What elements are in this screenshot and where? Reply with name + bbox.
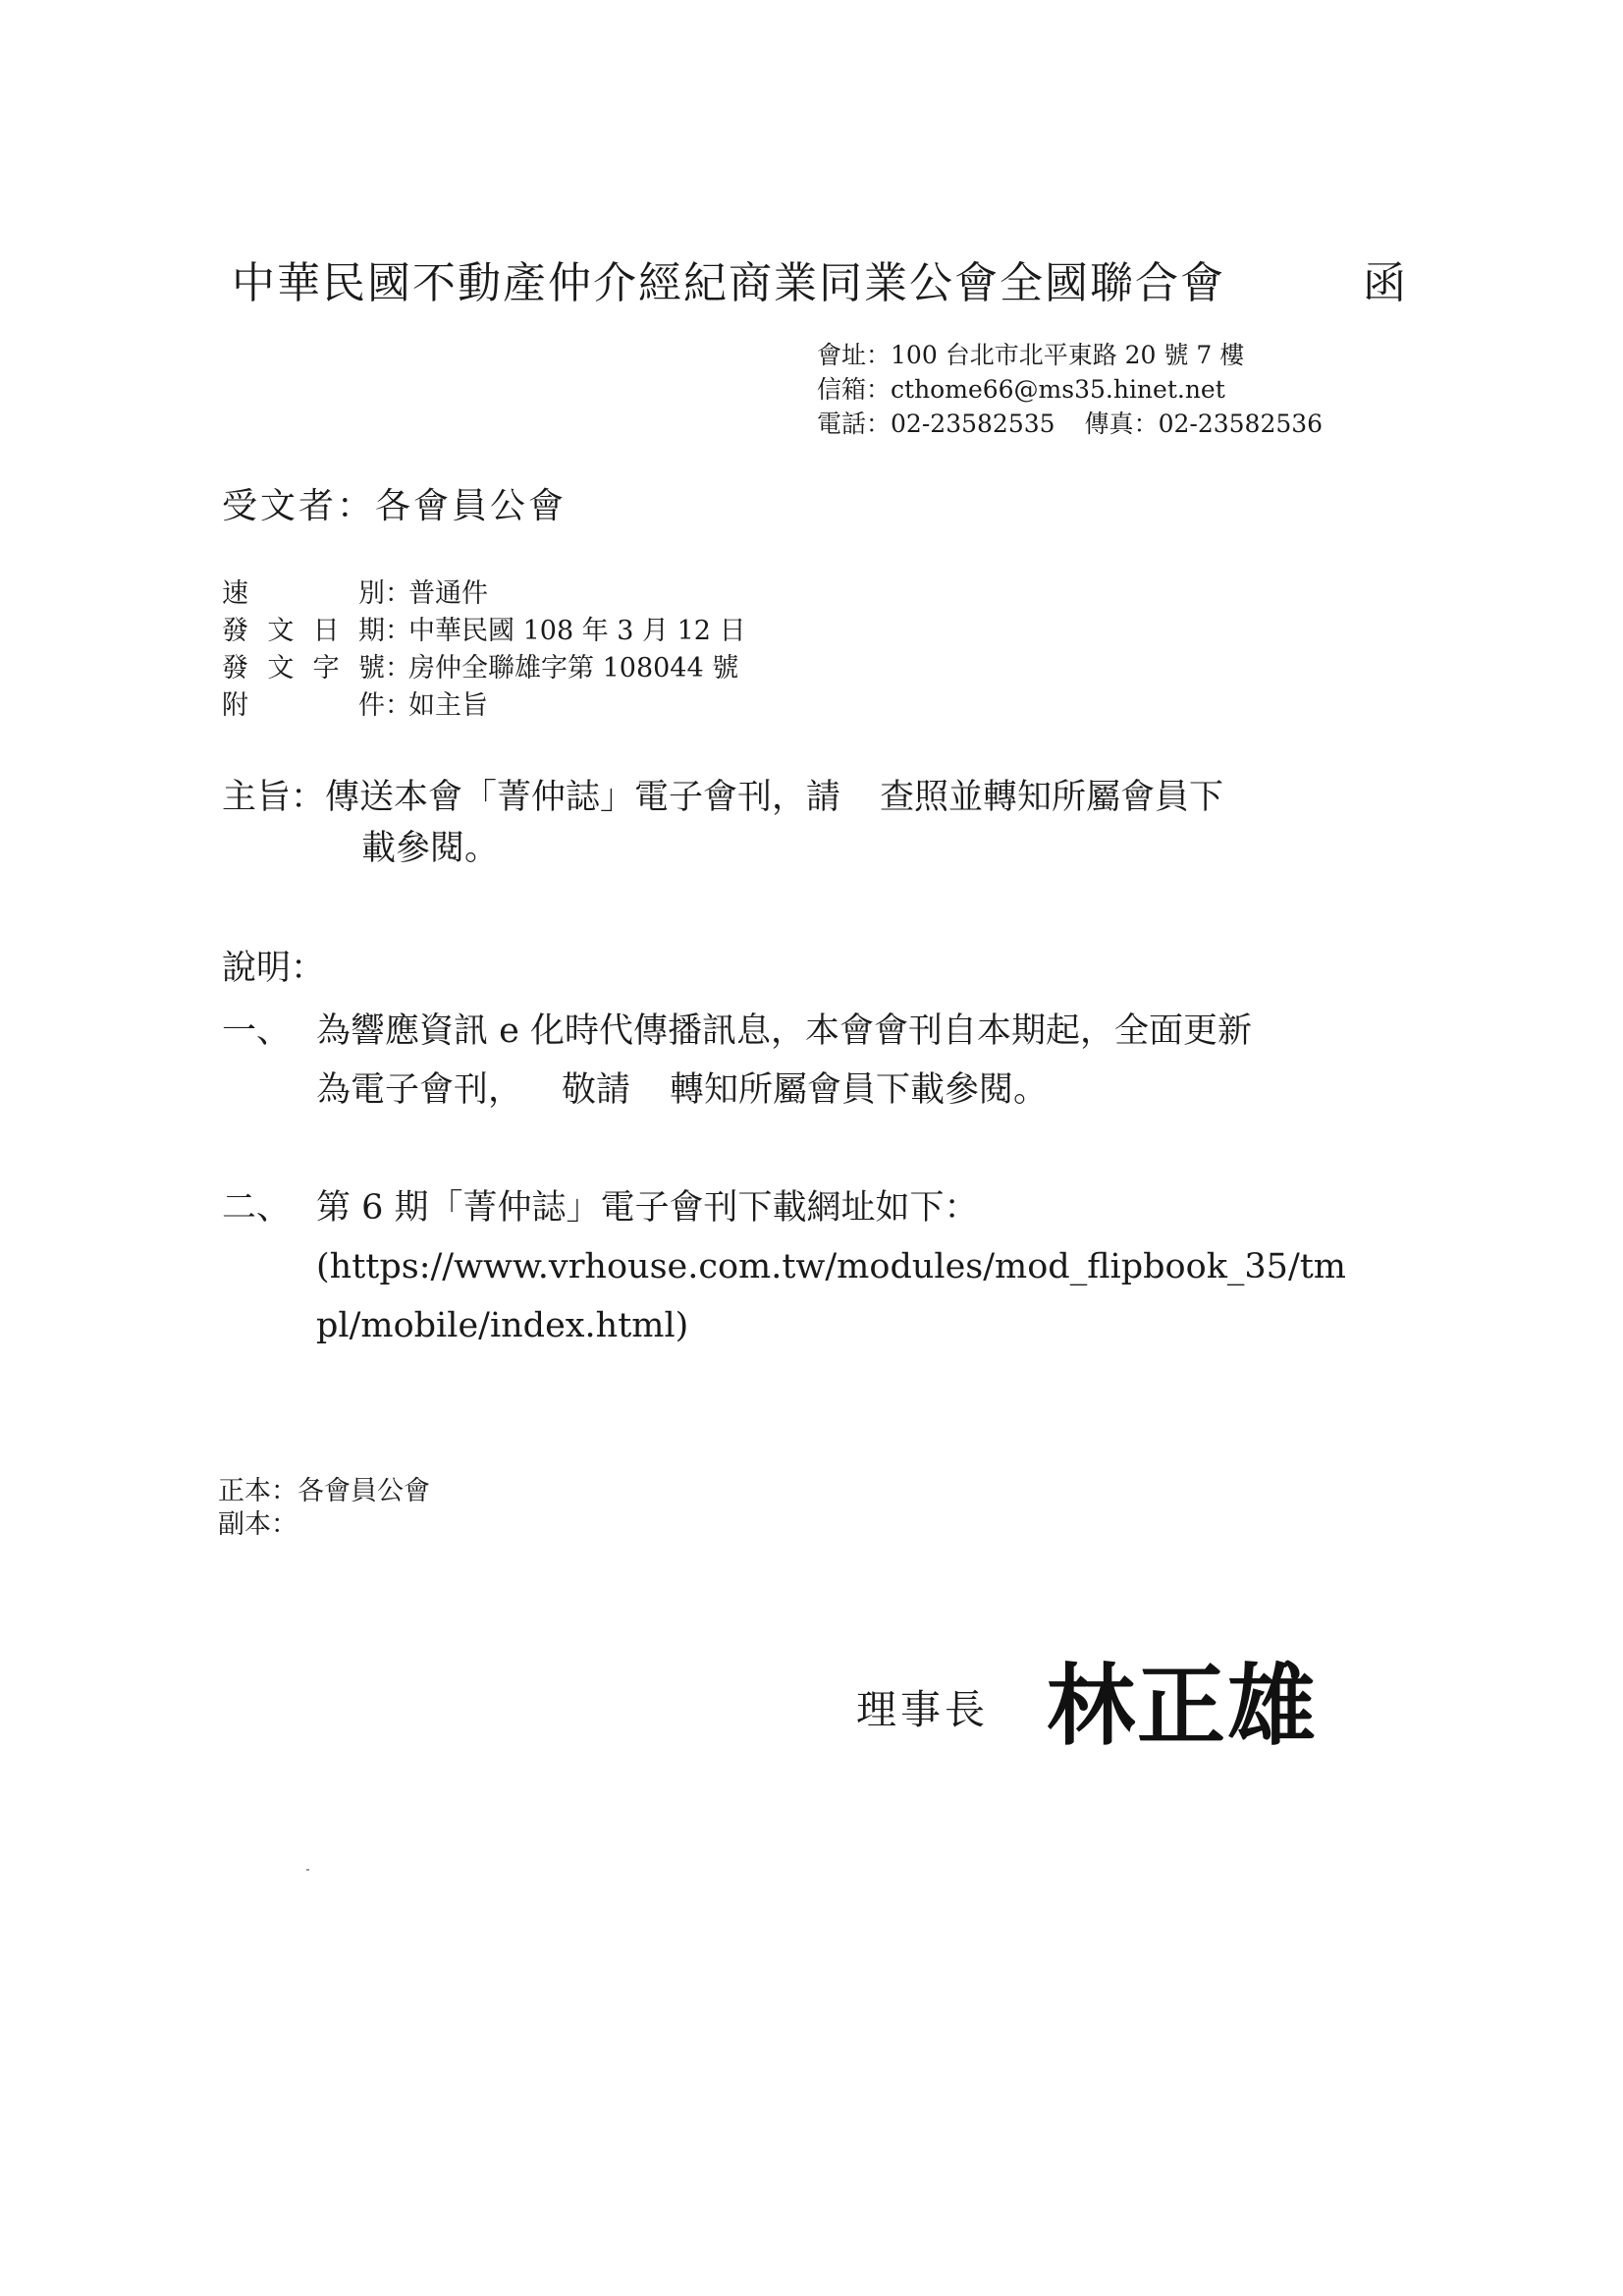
copy-label: 副本： xyxy=(218,1509,298,1540)
meta-row-number: 發文字號：房仲全聯雄字第 108044 號 xyxy=(222,650,746,687)
organization-title: 中華民國不動產仲介經紀商業同業公會全國聯合會 xyxy=(232,258,1225,308)
item-text-a: 為電子會刊， xyxy=(316,1070,523,1110)
document-meta xyxy=(222,575,746,725)
recipient-value: 各會員公會 xyxy=(375,486,568,526)
address-value: 100 台北市北平東路 20 號 7 樓 xyxy=(891,341,1245,369)
recipient-label: 受文者 xyxy=(222,486,338,526)
email-value: cthome66@ms35.hinet.net xyxy=(891,375,1225,404)
item-1-line-2 xyxy=(222,1061,1252,1120)
phone-value: 02-23582535 xyxy=(891,410,1055,438)
address-label: 會址 xyxy=(817,341,867,369)
original-label: 正本： xyxy=(218,1476,298,1506)
subject-text-b: 查照並轉知所屬會員下 xyxy=(880,778,1224,817)
item-1-line-1 xyxy=(222,1002,1252,1061)
explanation-heading: 說明： xyxy=(222,949,326,988)
phone-label: 電話 xyxy=(817,410,867,438)
subject-label: 主旨 xyxy=(222,778,292,817)
meta-value: 中華民國 108 年 3 月 12 日 xyxy=(408,616,746,646)
document-type: 函 xyxy=(1363,258,1406,308)
subject-block xyxy=(222,772,1223,874)
item-text: 第 6 期「菁仲誌」電子會刊下載網址如下： xyxy=(316,1188,979,1228)
email-row: 信箱：cthome66@ms35.hinet.net xyxy=(817,375,1225,404)
subject-line-1: 主旨：傳送本會「菁仲誌」電子會刊，請 查照並轉知所屬會員下 xyxy=(222,778,1224,817)
explanation-item-1 xyxy=(222,1002,1252,1120)
meta-label: 速別 xyxy=(222,578,385,609)
distribution-block xyxy=(218,1475,430,1542)
signer-title: 理事長 xyxy=(856,1686,989,1733)
item-number: 二、 xyxy=(222,1188,292,1228)
meta-row-attachment: 附件：如主旨 xyxy=(222,687,746,725)
item-text-b: 敬請 xyxy=(562,1070,631,1110)
meta-label: 附件 xyxy=(222,690,385,721)
fax-value: 02-23582536 xyxy=(1158,410,1324,438)
scan-speck xyxy=(306,1869,309,1871)
meta-value: 普通件 xyxy=(408,578,488,609)
item-text: 為響應資訊 e 化時代傳播訊息，本會會刊自本期起，全面更新 xyxy=(316,1011,1252,1051)
phone-row: 電話：02-23582535 傳真：02-23582536 xyxy=(817,410,1324,438)
explanation-item-2 xyxy=(222,1178,1346,1355)
meta-value: 房仲全聯雄字第 108044 號 xyxy=(408,653,739,683)
fax-label: 傳真 xyxy=(1084,410,1134,438)
item-text-c: 轉知所屬會員下載參閱。 xyxy=(670,1070,1049,1110)
original-copy-row xyxy=(218,1475,430,1508)
original-value: 各會員公會 xyxy=(298,1476,430,1506)
meta-label: 發文字號 xyxy=(222,653,385,683)
subject-text-a: 傳送本會「菁仲誌」電子會刊，請 xyxy=(325,778,841,817)
recipient-line: 受文者：各會員公會 xyxy=(222,486,568,526)
signature-name: 林正雄 xyxy=(1047,1655,1318,1758)
subject-line-2: 載參閱。 xyxy=(361,829,500,868)
contact-block xyxy=(817,338,1323,441)
email-label: 信箱 xyxy=(817,375,867,404)
download-url-line-1: (https://www.vrhouse.com.tw/modules/mod_flipbook_35/tm xyxy=(316,1247,1346,1286)
item-number: 一、 xyxy=(222,1011,292,1051)
meta-value: 如主旨 xyxy=(408,690,488,721)
download-url-line-2: pl/mobile/index.html) xyxy=(316,1306,689,1345)
meta-row-speed: 速別：普通件 xyxy=(222,575,746,613)
carbon-copy-row xyxy=(218,1508,430,1542)
meta-label: 發文日期 xyxy=(222,616,385,646)
item-2-line-1 xyxy=(222,1178,1346,1237)
meta-row-date: 發文日期：中華民國 108 年 3 月 12 日 xyxy=(222,613,746,650)
address-row: 會址：100 台北市北平東路 20 號 7 樓 xyxy=(817,341,1245,369)
